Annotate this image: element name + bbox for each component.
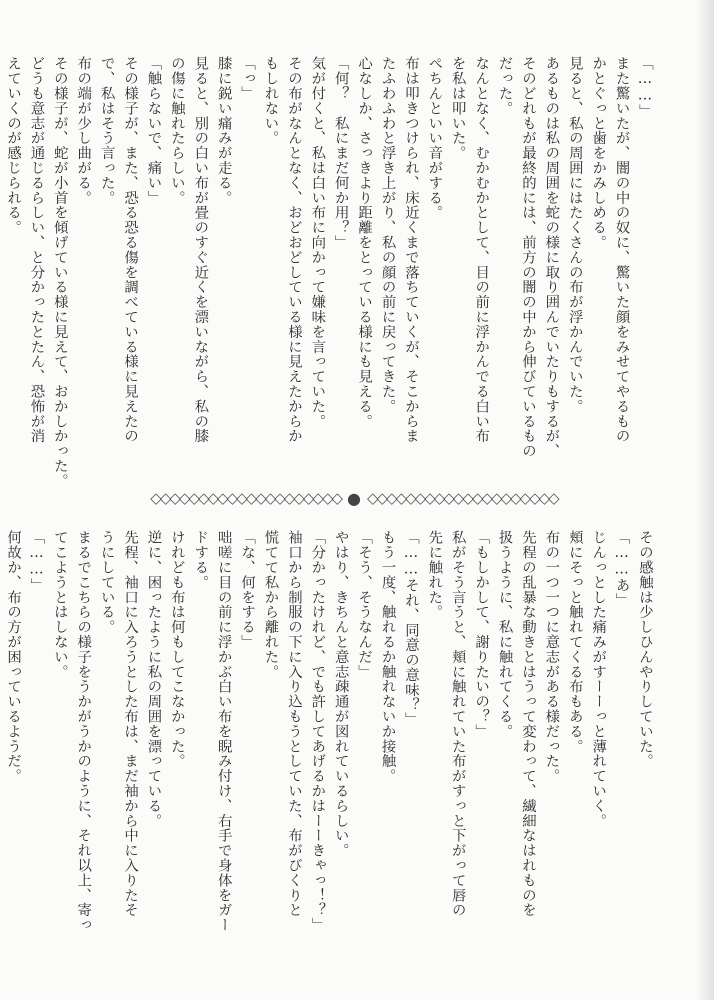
- text-line: 布の一つ一つに意志がある様だった。: [543, 530, 560, 784]
- text-line: 見ると、私の周囲にはたくさんの布が浮かんでいた。: [566, 56, 583, 414]
- text-line: なんとなく、むかむかとして、目の前に浮かんでる白い布: [473, 56, 490, 444]
- divider-ornament-right: ◇◇◇◇◇◇◇◇◇◇◇◇◇◇◇◇◇◇◇◇: [366, 489, 558, 507]
- text-line: 先程の乱暴な動きとはうって変わって、繊細なはれものを: [519, 530, 536, 918]
- text-block-bottom: [0, 530, 656, 950]
- divider-ornament-left: ◇◇◇◇◇◇◇◇◇◇◇◇◇◇◇◇◇◇◇◇: [150, 489, 342, 507]
- text-line: 先程、袖口に入ろうとした布は、まだ袖から中に入りたそ: [122, 530, 139, 918]
- text-line: その様子が、また、恐る恐る傷を調べている様に見えたの: [122, 56, 139, 444]
- text-line: 「……それ、同意の意味？」: [402, 530, 419, 727]
- text-line: かとぐっと歯をかみしめる。: [590, 56, 607, 250]
- text-line: 「もしかして、謝りたいの？」: [473, 530, 490, 739]
- text-line: ドする。: [192, 530, 209, 590]
- text-line: てこようとはしない。: [51, 530, 68, 679]
- text-line: じんっとした痛みがすーーっと薄れていく。: [590, 530, 607, 828]
- text-line: やはり、きちんと意志疎通が図れているらしい。: [332, 530, 349, 858]
- text-line: そのどれもが最終的には、前方の闇の中から伸びているもの: [519, 56, 536, 459]
- text-line: [0, 56, 1, 476]
- text-line: 「っ」: [239, 56, 256, 101]
- text-line: たふわふわと浮き上がり、私の顔の前に戻ってきた。: [379, 56, 396, 414]
- text-line: もう一度、触れるか触れないか接触。: [379, 530, 396, 784]
- text-line: だった。: [496, 56, 513, 116]
- text-line: もしれない。: [262, 56, 279, 146]
- text-line: 「な、何をする」: [239, 530, 256, 650]
- text-line: 何故か、布の方が困っているようだ。: [5, 530, 22, 784]
- text-line: 「そう、そうなんだ」: [356, 530, 373, 679]
- text-line: で、私はそう言った。: [98, 56, 115, 205]
- text-line: ぺちんといい音がする。: [426, 56, 443, 220]
- text-line: また驚いたが、闇の中の奴に、驚いた顔をみせてやるもの: [613, 56, 630, 444]
- text-block-top: [0, 56, 656, 489]
- text-line: けれども布は何もしてこなかった。: [168, 530, 185, 769]
- text-line: 布は叩きつけられ、床近くまで落ちていくが、そこからま: [402, 56, 419, 444]
- text-line: 膝に鋭い痛みが走る。: [215, 56, 232, 205]
- text-line: どうも意志が通じるらしい、と分かったとたん、恐怖が消: [28, 56, 45, 444]
- text-line: [0, 530, 1, 950]
- text-line: 見ると、別の白い布が畳のすぐ近くを漂いながら、私の膝: [192, 56, 209, 444]
- text-line: 扱うように、私に触れてくる。: [496, 530, 513, 739]
- text-line: 心なしか、さっきより距離をとっている様にも見える。: [356, 56, 373, 429]
- text-line: 逆に、困ったように私の周囲を漂っている。: [145, 530, 162, 828]
- binding-edge-shadow: [696, 0, 714, 1000]
- text-line: その布がなんとなく、おどおどしている様に見えたからか: [285, 56, 302, 444]
- text-line: その感触は少しひんやりしていた。: [637, 530, 653, 769]
- text-line: 「何？ 私にまだ何か用？」: [332, 56, 349, 250]
- section-divider: [44, 478, 664, 518]
- text-line: 先に触れた。: [426, 530, 443, 620]
- text-line: あるものは私の周囲を蛇の様に取り囲んでいたりもするが、: [543, 56, 560, 459]
- text-line: の傷に触れたらしい。: [168, 56, 185, 205]
- text-line: 頬にそっと触れてくる布もある。: [566, 530, 583, 754]
- text-line: 咄嗟に目の前に浮かぶ白い布を睨み付け、右手で身体をガー: [215, 530, 232, 933]
- text-line: 慌てて私から離れた。: [262, 530, 279, 679]
- text-line: えていくのが感じられる。: [5, 56, 22, 235]
- text-line: 「触らないで、痛い」: [145, 56, 162, 205]
- text-line: 「……」: [637, 56, 653, 119]
- text-line: まるでこちらの様子をうかがうかのように、それ以上、寄っ: [75, 530, 92, 933]
- text-line: 私がそう言うと、頬に触れていた布がすっと下がって唇の: [449, 530, 466, 918]
- text-line: その様子が、蛇が小首を傾げている様に見えて、おかしかった。: [51, 56, 68, 489]
- text-line: 気が付くと、私は白い布に向かって嫌味を言っていた。: [309, 56, 326, 429]
- text-line: 「……」: [28, 530, 45, 593]
- text-line: 「……あ」: [613, 530, 630, 608]
- text-line: 袖口から制服の下に入り込もうとしていた、布がびくりと: [285, 530, 302, 918]
- text-line: を私は叩いた。: [449, 56, 466, 161]
- text-line: うにしている。: [98, 530, 115, 635]
- divider-center-dot: ●: [347, 488, 361, 508]
- text-line: 「分かったけれど、でも許してあげるかはーーきゃっ！？」: [309, 530, 326, 933]
- text-line: 布の端が少し曲がる。: [75, 56, 92, 205]
